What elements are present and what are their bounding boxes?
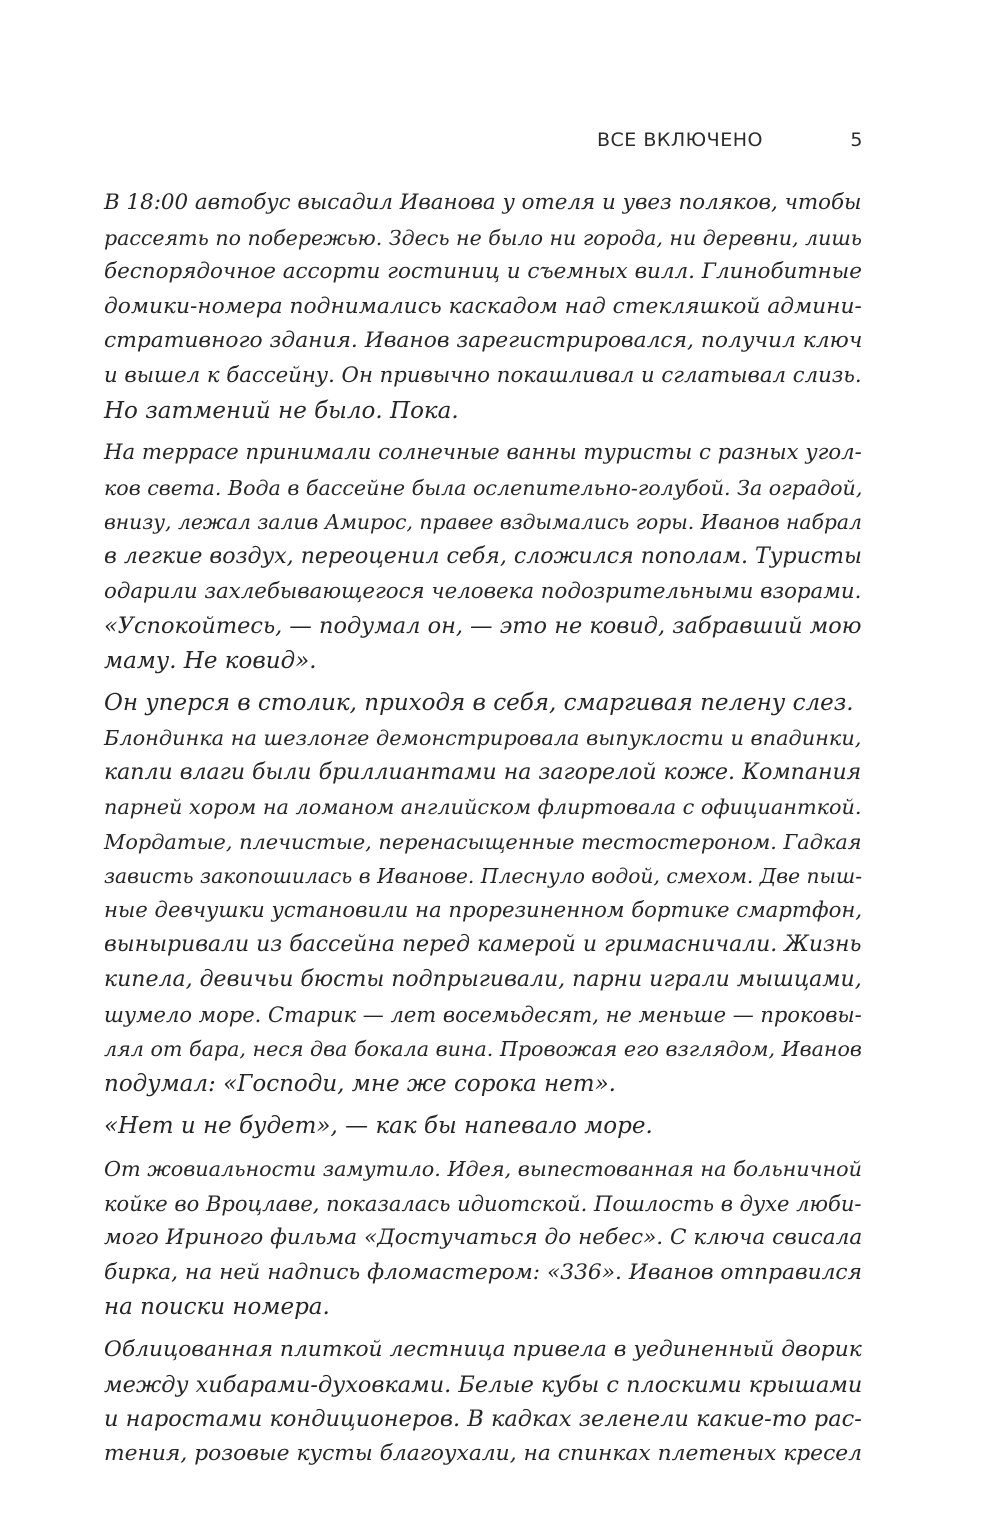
text-line: зависть закопошилась в Иванове. Плеснуло водой, смехом. Две пыш- xyxy=(104,864,863,889)
text-line: Мордатые, плечистые, перенасыщенные тестостероном. Гадкая xyxy=(104,829,862,854)
text-line: В 18:00 автобус высадил Иванова у отеля и увез поляков, чтобы xyxy=(104,190,862,215)
text-line: маму. Не ковид». xyxy=(104,647,317,674)
text-line: ные девчушки установили на прорезиненном бортике смартфон, xyxy=(104,897,863,923)
text-line: и наростами кондиционеров. В кадках зеленели какие-то рас- xyxy=(104,1406,862,1433)
paragraph xyxy=(104,1333,862,1471)
text-line: домики-номера поднимались каскадом над стекляшкой админи- xyxy=(104,293,862,319)
text-line: парней хором на ломаном английском флиртовала с официанткой. xyxy=(104,795,862,820)
text-line: рассеять по побережью. Здесь не было ни города, ни деревни, лишь xyxy=(104,225,862,250)
page-number: 5 xyxy=(850,129,863,151)
text-line: одарили захлебывающегося человека подозрительными взорами. xyxy=(104,578,862,604)
text-line: На террасе принимали солнечные ванны туристы с разных угол- xyxy=(104,440,862,466)
text-line: стративного здания. Иванов зарегистрировался, получил ключ xyxy=(104,328,863,354)
text-line: ков света. Вода в бассейне была ослепительно-голубой. За оградой, xyxy=(104,475,863,500)
text-line: капли влаги были бриллиантами на загорелой коже. Компания xyxy=(104,759,862,785)
text-line: и вышел к бассейну. Он привычно покашливал и сглатывал слизь. xyxy=(104,362,862,388)
running-head: ВСЕ ВКЛЮЧЕНО xyxy=(597,129,763,151)
text-line: Облицованная плиткой лестница привела в уединенный дворик xyxy=(104,1337,862,1362)
text-line: подумал: «Господи, мне же сорока нет». xyxy=(104,1070,616,1097)
paragraph-gap xyxy=(104,1144,862,1152)
text-line: беспорядочное ассорти гостиниц и съемных вилл. Глинобитные xyxy=(104,259,862,285)
paragraph xyxy=(104,436,862,678)
paragraph-gap xyxy=(104,1101,862,1109)
paragraph-gap xyxy=(104,428,862,436)
text-line: мого Ириного фильма «Достучаться до небес». С ключа свисала xyxy=(104,1225,863,1251)
text-line: лял от бара, неся два бокала вина. Провожая его взглядом, Иванов xyxy=(104,1037,862,1062)
paragraph-gap xyxy=(104,1325,862,1333)
text-line: выныривали из бассейна перед камерой и гримасничали. Жизнь xyxy=(104,932,862,958)
paragraph xyxy=(104,686,862,1101)
paragraph xyxy=(104,1109,862,1144)
text-line: внизу, лежал залив Амирос, правее вздымались горы. Иванов набрал xyxy=(104,510,862,535)
text-line: От жовиальности замутило. Идея, выпестованная на больничной xyxy=(104,1157,862,1182)
text-line: «Нет и не будет», — как бы напевало море. xyxy=(104,1113,653,1140)
text-line: кипела, девичьи бюсты подпрыгивали, парни играли мышцами, xyxy=(104,967,862,993)
text-line: койке во Вроцлаве, показалась идиотской. Пошлость в духе люби- xyxy=(104,1190,862,1216)
text-line: между хибарами-духовками. Белые кубы с плоскими крышами xyxy=(104,1371,863,1398)
page-header xyxy=(597,126,863,160)
paragraph xyxy=(104,186,862,428)
text-body xyxy=(104,186,863,1466)
text-line: тения, розовые кусты благоухали, на спинках плетеных кресел xyxy=(104,1440,863,1466)
text-line: Но затмений не было. Пока. xyxy=(104,397,459,424)
text-line: Блондинка на шезлонге демонстрировала выпуклости и впадинки, xyxy=(104,725,862,750)
text-line: в легкие воздух, переоценил себя, сложился пополам. Туристы xyxy=(104,543,862,569)
text-line: Он уперся в столик, приходя в себя, смаргивая пелену слез. xyxy=(104,690,854,717)
paragraph-gap xyxy=(104,678,862,686)
text-line: бирка, на ней надпись фломастером: «336». Иванов отправился xyxy=(104,1259,862,1285)
paragraph xyxy=(104,1152,862,1325)
text-line: на поиски номера. xyxy=(104,1294,330,1321)
text-line: «Успокойтесь, — подумал он, — это не ковид, забравший мою xyxy=(104,613,862,640)
text-line: шумело море. Старик — лет восемьдесят, не меньше — проковы- xyxy=(104,1001,862,1027)
